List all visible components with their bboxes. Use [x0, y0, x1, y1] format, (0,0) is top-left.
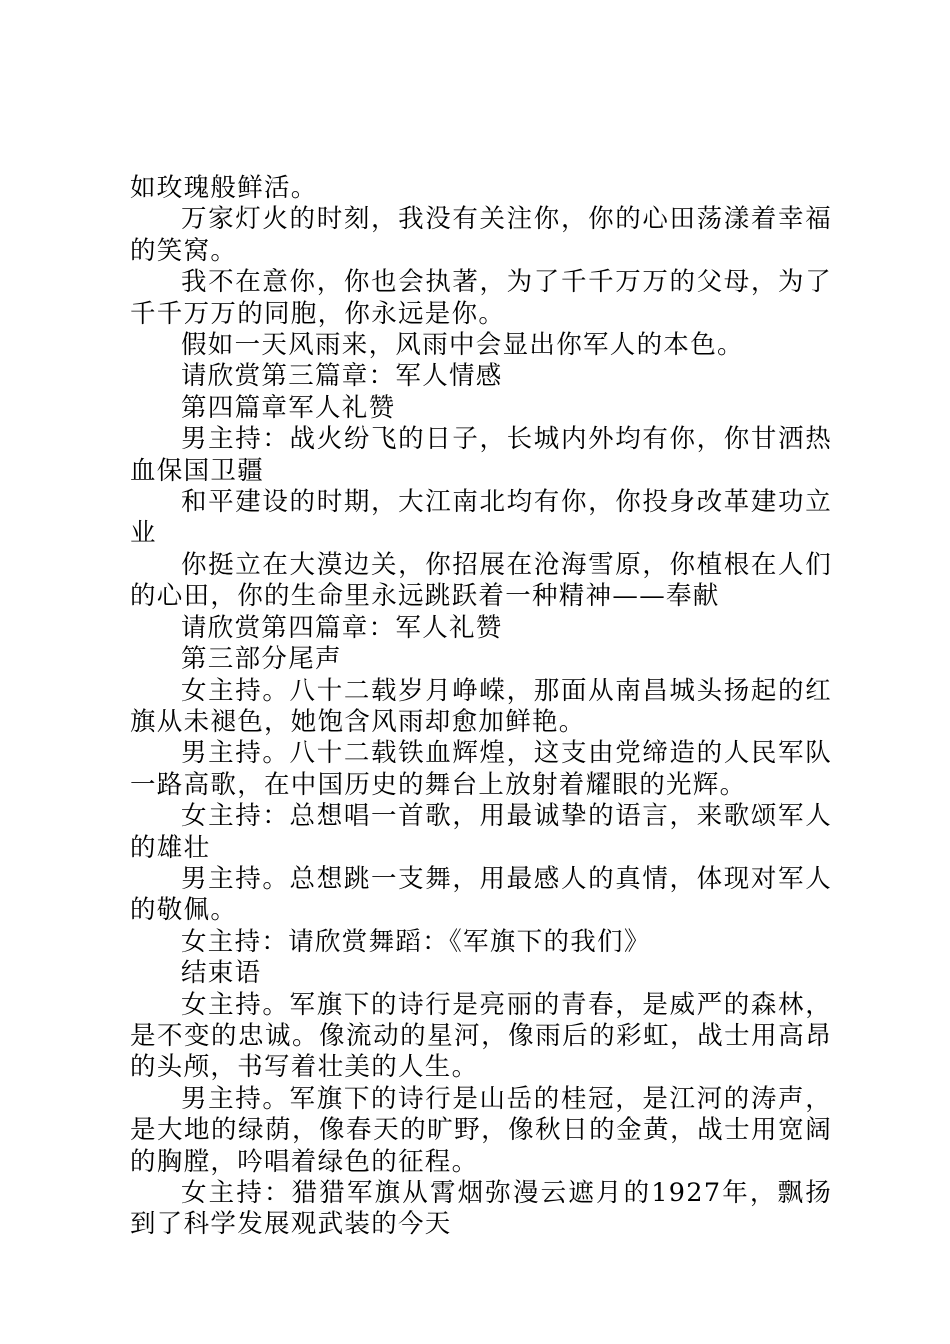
paragraph-10: 请欣赏第四篇章：军人礼赞 — [181, 612, 503, 643]
paragraph-14: 女主持：总想唱一首歌，用最诚挚的语言，来歌颂军人的雄壮 — [130, 801, 832, 863]
paragraph-7: 男主持：战火纷飞的日子，长城内外均有你，你甘洒热血保国卫疆 — [130, 424, 832, 486]
paragraph-19: 男主持。军旗下的诗行是山岳的桂冠，是江河的涛声，是大地的绿荫，像春天的旷野，像秋日的金黄，战士用宽阔的胸膛，吟唱着绿色的征程。 — [130, 1083, 832, 1177]
paragraph-17: 结束语 — [181, 958, 262, 989]
paragraph-3: 我不在意你，你也会执著，为了千千万万的父母，为了千千万万的同胞，你永远是你。 — [130, 267, 832, 329]
paragraph-11: 第三部分尾声 — [181, 644, 342, 675]
paragraph-15: 男主持。总想跳一支舞，用最感人的真情，体现对军人的敬佩。 — [130, 863, 832, 926]
paragraph-9: 你挺立在大漠边关，你招展在沧海雪原，你植根在人们的心田，你的生命里永远跳跃着一种精神——奉献 — [130, 549, 832, 612]
paragraph-4: 假如一天风雨来，风雨中会显出你军人的本色。 — [181, 330, 744, 361]
paragraph-8: 和平建设的时期，大江南北均有你，你投身改革建功立业 — [130, 487, 832, 549]
paragraph-16: 女主持：请欣赏舞蹈：《军旗下的我们》 — [181, 926, 651, 957]
paragraph-1: 如玫瑰般鲜活。 — [130, 173, 318, 203]
paragraph-12: 女主持。八十二载岁月峥嵘，那面从南昌城头扬起的红旗从未褪色，她饱含风雨却愈加鲜艳。 — [130, 675, 832, 737]
paragraph-20: 女主持：猎猎军旗从霄烟弥漫云遮月的1927年，飘扬到了科学发展观武装的今天 — [130, 1178, 832, 1240]
paragraph-5: 请欣赏第三篇章：军人情感 — [181, 361, 503, 392]
paragraph-18: 女主持。军旗下的诗行是亮丽的青春，是威严的森林，是不变的忠诚。像流动的星河，像雨后的彩虹，战士用高昂的头颅，书写着壮美的人生。 — [130, 989, 832, 1083]
paragraph-6: 第四篇章军人礼赞 — [181, 392, 396, 423]
document-body — [130, 173, 832, 1241]
paragraph-13: 男主持。八十二载铁血辉煌，这支由党缔造的人民军队一路高歌，在中国历史的舞台上放射着耀眼的光辉。 — [130, 738, 832, 800]
paragraph-2: 万家灯火的时刻，我没有关注你，你的心田荡漾着幸福的笑窝。 — [130, 204, 832, 266]
